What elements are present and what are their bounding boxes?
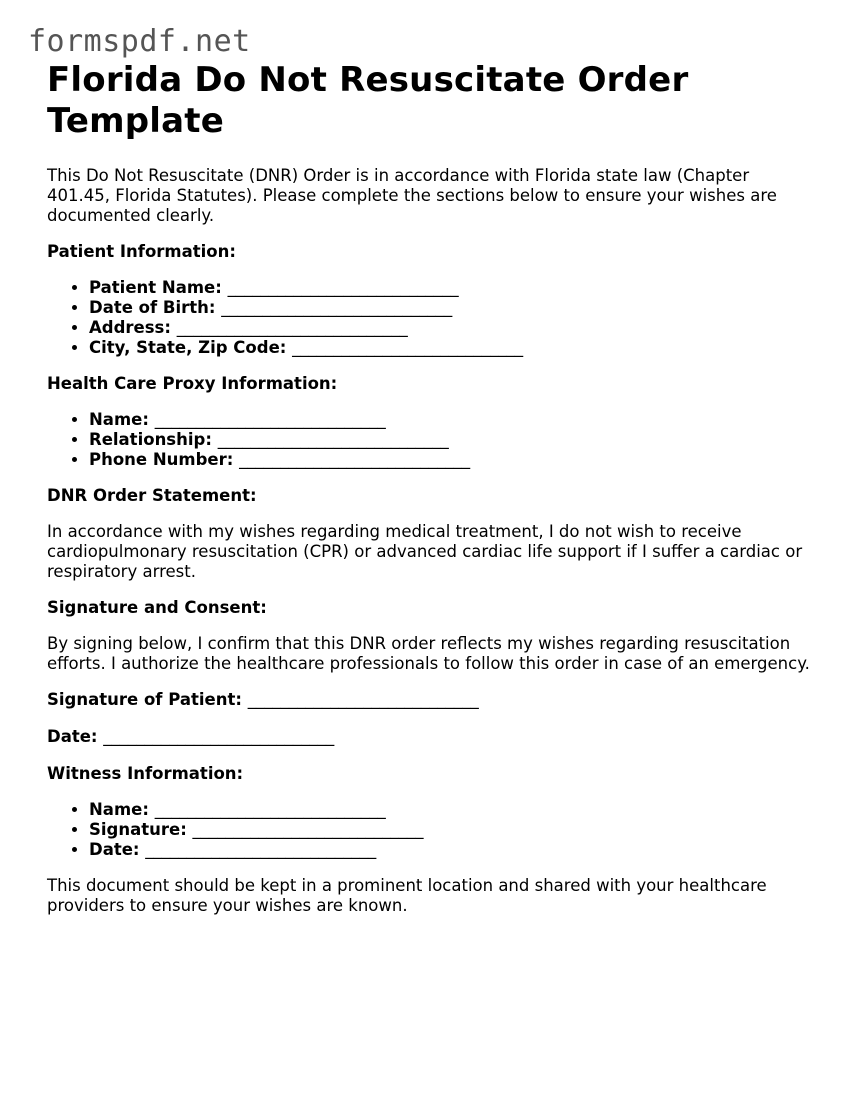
closing-paragraph: This document should be kept in a prominent location and shared with your healthcare providers to ensure your wishes are known. bbox=[47, 876, 767, 915]
fill-blank: ____________________________ bbox=[221, 298, 453, 317]
fill-blank: ____________________________ bbox=[192, 820, 424, 839]
fill-blank: ____________________________ bbox=[239, 450, 471, 469]
fill-blank: ____________________________ bbox=[154, 800, 386, 819]
dnr-statement-text: In accordance with my wishes regarding medical treatment, I do not wish to receive cardiopulmonary resuscitation (CPR) or advanced cardiac life support if I suffer a cardiac or respiratory arrest. bbox=[47, 522, 803, 581]
consent-text: By signing below, I confirm that this DNR order reflects my wishes regarding resuscitation efforts. I authorize the healthcare professionals to follow this order in case of an emergency. bbox=[47, 634, 810, 673]
witness-date-field[interactable]: • Date: ____________________________ bbox=[89, 840, 817, 860]
address-field[interactable]: • Address: ____________________________ bbox=[89, 318, 817, 338]
document-body bbox=[47, 60, 817, 932]
fill-blank: ____________________________ bbox=[217, 430, 449, 449]
fill-blank: ____________________________ bbox=[103, 727, 335, 746]
witness-name-field[interactable]: • Name: ____________________________ bbox=[89, 800, 817, 820]
witness-signature-field[interactable]: • Signature: ____________________________ bbox=[89, 820, 817, 840]
witness-info-list bbox=[47, 800, 817, 860]
fill-blank: ____________________________ bbox=[247, 690, 479, 709]
fill-blank: ____________________________ bbox=[154, 410, 386, 429]
consent-heading: Signature and Consent: bbox=[47, 598, 267, 617]
page-title: Florida Do Not Resuscitate Order Template bbox=[47, 60, 689, 141]
fill-blank: ____________________________ bbox=[292, 338, 524, 357]
proxy-info-heading: Health Care Proxy Information: bbox=[47, 374, 338, 393]
patient-info-heading: Patient Information: bbox=[47, 242, 236, 261]
patient-name-field[interactable]: • Patient Name: ____________________________ bbox=[89, 278, 817, 298]
proxy-phone-field[interactable]: • Phone Number: ____________________________ bbox=[89, 450, 817, 470]
proxy-name-field[interactable]: • Name: ____________________________ bbox=[89, 410, 817, 430]
witness-info-heading: Witness Information: bbox=[47, 764, 244, 783]
dnr-statement-heading: DNR Order Statement: bbox=[47, 486, 257, 505]
patient-signature-field[interactable]: Signature of Patient: ____________________________ bbox=[47, 690, 479, 709]
city-state-zip-field[interactable]: • City, State, Zip Code: ____________________________ bbox=[89, 338, 817, 358]
intro-paragraph: This Do Not Resuscitate (DNR) Order is in accordance with Florida state law (Chapter 401.45, Florida Statutes). Please complete the sections below to ensure your wishes are documented clearly. bbox=[47, 166, 777, 225]
date-of-birth-field[interactable]: • Date of Birth: ____________________________ bbox=[89, 298, 817, 318]
patient-info-list bbox=[47, 278, 817, 358]
proxy-relationship-field[interactable]: • Relationship: ____________________________ bbox=[89, 430, 817, 450]
fill-blank: ____________________________ bbox=[227, 278, 459, 297]
consent-date-field[interactable]: Date: ____________________________ bbox=[47, 727, 335, 746]
watermark: formspdf.net bbox=[28, 24, 251, 59]
proxy-info-list bbox=[47, 410, 817, 470]
fill-blank: ____________________________ bbox=[145, 840, 377, 859]
fill-blank: ____________________________ bbox=[176, 318, 408, 337]
